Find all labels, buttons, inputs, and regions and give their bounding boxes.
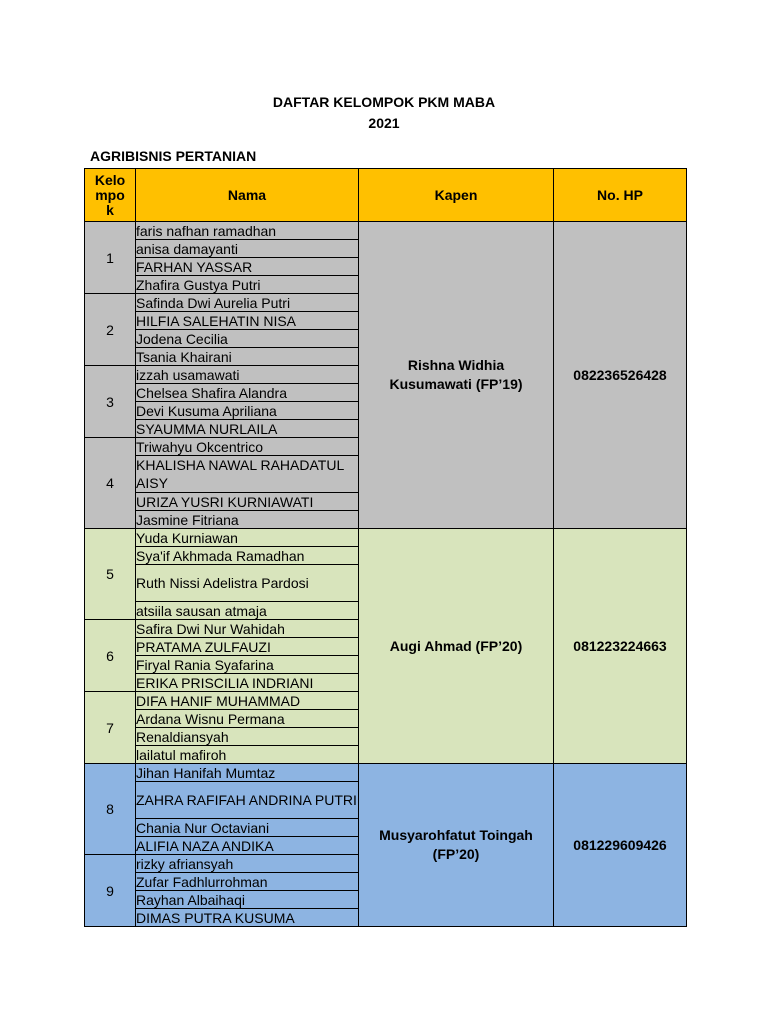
kapen-name: Augi Ahmad (FP’20) bbox=[359, 529, 554, 764]
header-kelompok: Kelompok bbox=[85, 169, 136, 222]
header-no-hp: No. HP bbox=[554, 169, 687, 222]
group-table bbox=[84, 168, 687, 927]
member-name: Sya'if Akhmada Ramadhan bbox=[136, 547, 359, 565]
table-row bbox=[85, 764, 687, 782]
kapen-name: Musyarohfatut Toingah (FP’20) bbox=[359, 764, 554, 927]
member-name: Firyal Rania Syafarina bbox=[136, 656, 359, 674]
table-body bbox=[85, 222, 687, 927]
table-header-row bbox=[85, 169, 687, 222]
member-name: Chelsea Shafira Alandra bbox=[136, 384, 359, 402]
table-row bbox=[85, 529, 687, 547]
member-name: DIMAS PUTRA KUSUMA bbox=[136, 909, 359, 927]
member-name: rizky afriansyah bbox=[136, 855, 359, 873]
phone-number: 082236526428 bbox=[554, 222, 687, 529]
member-name: Jasmine Fitriana bbox=[136, 511, 359, 529]
member-name: FARHAN YASSAR bbox=[136, 258, 359, 276]
member-name: ALIFIA NAZA ANDIKA bbox=[136, 837, 359, 855]
member-name: KHALISHA NAWAL RAHADATUL AISY bbox=[136, 456, 359, 493]
member-name: Zhafira Gustya Putri bbox=[136, 276, 359, 294]
group-number: 2 bbox=[85, 294, 136, 366]
member-name: ERIKA PRISCILIA INDRIANI bbox=[136, 674, 359, 692]
member-name: anisa damayanti bbox=[136, 240, 359, 258]
group-number: 4 bbox=[85, 438, 136, 529]
member-name: Jihan Hanifah Mumtaz bbox=[136, 764, 359, 782]
member-name: HILFIA SALEHATIN NISA bbox=[136, 312, 359, 330]
member-name: Devi Kusuma Apriliana bbox=[136, 402, 359, 420]
kapen-name: Rishna Widhia Kusumawati (FP’19) bbox=[359, 222, 554, 529]
member-name: Chania Nur Octaviani bbox=[136, 819, 359, 837]
member-name: SYAUMMA NURLAILA bbox=[136, 420, 359, 438]
member-name: Ruth Nissi Adelistra Pardosi bbox=[136, 565, 359, 602]
group-number: 8 bbox=[85, 764, 136, 855]
member-name: Zufar Fadhlurrohman bbox=[136, 873, 359, 891]
page-subtitle-year: 2021 bbox=[368, 115, 400, 131]
member-name: izzah usamawati bbox=[136, 366, 359, 384]
phone-number: 081223224663 bbox=[554, 529, 687, 764]
member-name: Triwahyu Okcentrico bbox=[136, 438, 359, 456]
member-name: PRATAMA ZULFAUZI bbox=[136, 638, 359, 656]
page-title: DAFTAR KELOMPOK PKM MABA bbox=[272, 94, 496, 110]
member-name: Ardana Wisnu Permana bbox=[136, 710, 359, 728]
member-name: ZAHRA RAFIFAH ANDRINA PUTRI bbox=[136, 782, 359, 819]
member-name: DIFA HANIF MUHAMMAD bbox=[136, 692, 359, 710]
member-name: Tsania Khairani bbox=[136, 348, 359, 366]
section-heading: AGRIBISNIS PERTANIAN bbox=[90, 148, 257, 164]
member-name: Rayhan Albaihaqi bbox=[136, 891, 359, 909]
group-number: 5 bbox=[85, 529, 136, 620]
table-row bbox=[85, 222, 687, 240]
member-name: Renaldiansyah bbox=[136, 728, 359, 746]
member-name: Jodena Cecilia bbox=[136, 330, 359, 348]
header-kapen: Kapen bbox=[359, 169, 554, 222]
member-name: atsiila sausan atmaja bbox=[136, 602, 359, 620]
member-name: lailatul mafiroh bbox=[136, 746, 359, 764]
member-name: faris nafhan ramadhan bbox=[136, 222, 359, 240]
phone-number: 081229609426 bbox=[554, 764, 687, 927]
group-number: 1 bbox=[85, 222, 136, 294]
member-name: Safira Dwi Nur Wahidah bbox=[136, 620, 359, 638]
member-name: URIZA YUSRI KURNIAWATI bbox=[136, 493, 359, 511]
group-number: 3 bbox=[85, 366, 136, 438]
group-number: 6 bbox=[85, 620, 136, 692]
member-name: Safinda Dwi Aurelia Putri bbox=[136, 294, 359, 312]
group-number: 7 bbox=[85, 692, 136, 764]
member-name: Yuda Kurniawan bbox=[136, 529, 359, 547]
group-number: 9 bbox=[85, 855, 136, 927]
header-nama: Nama bbox=[136, 169, 359, 222]
